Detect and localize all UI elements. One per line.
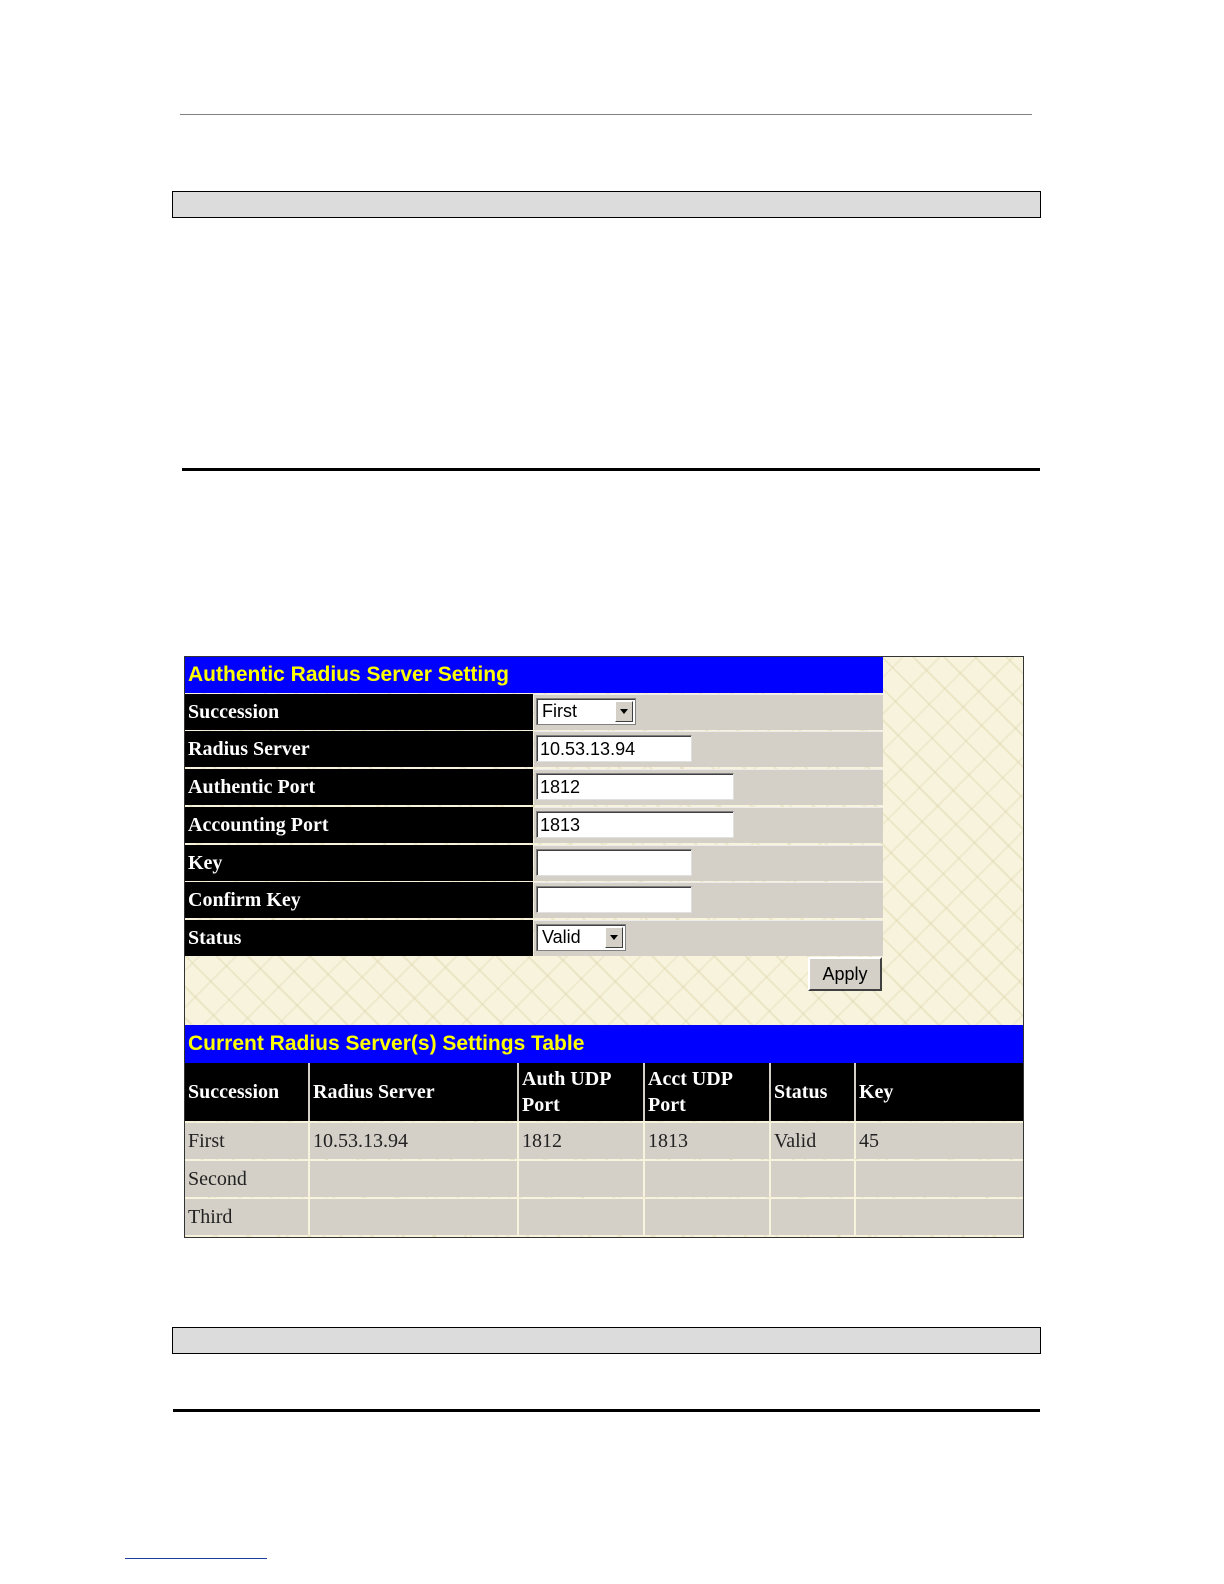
cell-key [856, 1198, 1023, 1235]
table-row [185, 1198, 1023, 1236]
accounting-port-label: Accounting Port [185, 807, 533, 843]
succession-cell [534, 694, 883, 730]
footer-rule [173, 1409, 1040, 1412]
cell-auth-udp-port [519, 1198, 645, 1235]
cell-acct-udp-port [645, 1198, 771, 1235]
cell-radius-server: 10.53.13.94 [310, 1122, 519, 1159]
authentic-port-input[interactable]: 1812 [536, 773, 734, 800]
confirm-key-label: Confirm Key [185, 882, 533, 918]
form-title: Authentic Radius Server Setting [185, 657, 883, 693]
column-header-key: Key [856, 1063, 1023, 1121]
gray-bar-bottom [172, 1327, 1041, 1354]
cell-key [856, 1160, 1023, 1197]
cell-status [771, 1160, 856, 1197]
succession-label: Succession [185, 694, 533, 730]
footnote-separator [125, 1558, 267, 1559]
key-cell [534, 845, 883, 881]
cell-status [771, 1198, 856, 1235]
row-confirm-key [185, 882, 883, 919]
succession-select-value: First [542, 701, 577, 721]
authentic-port-cell [534, 769, 883, 805]
row-succession [185, 694, 883, 731]
cell-succession: First [185, 1122, 310, 1159]
cell-auth-udp-port [519, 1160, 645, 1197]
radius-server-input[interactable]: 10.53.13.94 [536, 735, 692, 762]
column-header-auth-udp-port: Auth UDP Port [519, 1063, 645, 1121]
confirm-key-cell [534, 882, 883, 918]
cell-radius-server [310, 1160, 519, 1197]
cell-succession: Third [185, 1198, 310, 1235]
authentic-port-label: Authentic Port [185, 769, 533, 805]
succession-select[interactable] [536, 698, 636, 725]
chevron-down-icon[interactable] [605, 927, 623, 948]
accounting-port-input[interactable]: 1813 [536, 811, 734, 838]
status-cell [534, 920, 883, 956]
row-key [185, 845, 883, 882]
header-rule [180, 114, 1032, 115]
confirm-key-input[interactable] [536, 886, 692, 913]
cell-status: Valid [771, 1122, 856, 1159]
cell-acct-udp-port: 1813 [645, 1122, 771, 1159]
accounting-port-cell [534, 807, 883, 843]
cell-succession: Second [185, 1160, 310, 1197]
gray-bar-top [172, 191, 1041, 218]
cell-auth-udp-port: 1812 [519, 1122, 645, 1159]
table-title: Current Radius Server(s) Settings Table [185, 1025, 1023, 1063]
row-radius-server [185, 731, 883, 768]
radius-server-label: Radius Server [185, 731, 533, 767]
row-accounting-port [185, 807, 883, 844]
radius-server-screenshot [184, 656, 1024, 1238]
section-rule [182, 468, 1040, 471]
cell-acct-udp-port [645, 1160, 771, 1197]
apply-button[interactable]: Apply [808, 957, 882, 991]
radius-server-cell [534, 731, 883, 767]
table-header-row [185, 1063, 1023, 1121]
status-select-value: Valid [542, 927, 581, 947]
key-label: Key [185, 845, 533, 881]
cell-radius-server [310, 1198, 519, 1235]
key-input[interactable] [536, 849, 692, 876]
row-status [185, 920, 883, 957]
column-header-status: Status [771, 1063, 856, 1121]
table-row [185, 1160, 1023, 1198]
column-header-radius-server: Radius Server [310, 1063, 519, 1121]
cell-key: 45 [856, 1122, 1023, 1159]
row-authentic-port [185, 769, 883, 806]
column-header-succession: Succession [185, 1063, 310, 1121]
table-row [185, 1122, 1023, 1160]
chevron-down-icon[interactable] [615, 701, 633, 722]
status-select[interactable] [536, 924, 626, 951]
column-header-acct-udp-port: Acct UDP Port [645, 1063, 771, 1121]
status-label: Status [185, 920, 533, 956]
